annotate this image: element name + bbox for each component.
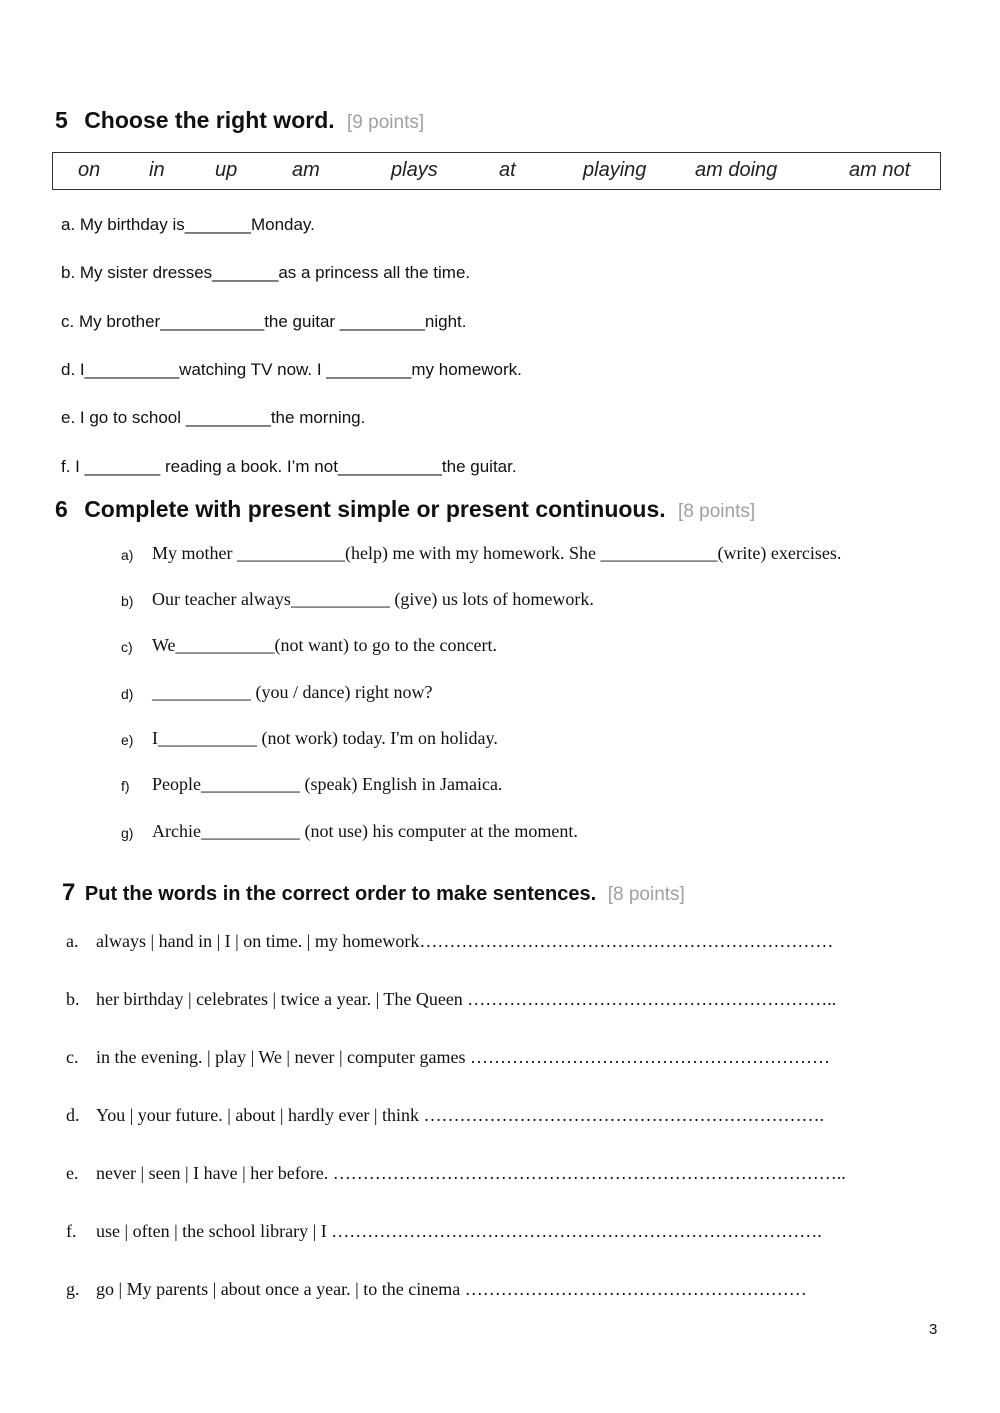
section-5-number: 5: [55, 107, 68, 133]
section-5-heading: [55, 107, 424, 134]
section-7-points: [8 points]: [607, 884, 685, 905]
section-7-letter-e: e.: [66, 1163, 79, 1183]
page-number: 3: [929, 1321, 938, 1338]
word-bank-item: playing: [583, 159, 647, 181]
section-7-item-e: never | seen | I have | her before. …………………………………………………………………………..: [96, 1163, 846, 1183]
section-7-item-a: always | hand in | I | on time. | my homework……………………………………………………………: [96, 931, 834, 951]
section-5-item-e: e. I go to school _________the morning.: [61, 408, 366, 427]
section-5-item-f: f. I ________ reading a book. I’m not___________the guitar.: [61, 457, 517, 476]
word-bank-item: on: [78, 159, 101, 181]
section-6-letter-c: c): [121, 639, 133, 655]
section-7-number: 7: [62, 879, 76, 906]
word-bank-item: plays: [391, 159, 438, 181]
section-6-title: Complete with present simple or present continuous.: [84, 496, 666, 522]
section-7-item-c: in the evening. | play | We | never | computer games ……………………………………………………: [96, 1047, 831, 1067]
section-6-letter-d: d): [121, 686, 134, 702]
section-6-points: [8 points]: [678, 501, 756, 522]
section-5-item-a: a. My birthday is_______Monday.: [61, 215, 315, 234]
section-5-item-c: c. My brother___________the guitar _________night.: [61, 312, 467, 331]
section-7-letter-g: g.: [66, 1279, 80, 1299]
section-6-item-e: I___________ (not work) today. I'm on holiday.: [152, 728, 498, 748]
section-7-letter-a: a.: [66, 931, 79, 951]
section-5-item-b: b. My sister dresses_______as a princess all the time.: [61, 263, 471, 282]
section-7-item-b: her birthday | celebrates | twice a year. | The Queen ……………………………………………………..: [96, 989, 837, 1009]
section-7-title: Put the words in the correct order to make sentences.: [84, 883, 597, 905]
section-6-item-f: People___________ (speak) English in Jamaica.: [152, 774, 503, 794]
word-bank-item: at: [499, 159, 516, 181]
section-7-item-g: go | My parents | about once a year. | to the cinema …………………………………………………: [96, 1279, 807, 1299]
section-7-item-f: use | often | the school library | I ……………………………………………………………………….: [96, 1221, 822, 1241]
section-6-heading: [55, 496, 755, 523]
word-bank-item: am: [292, 159, 320, 181]
section-5-title: Choose the right word.: [84, 107, 335, 133]
section-6-item-c: We___________(not want) to go to the concert.: [152, 635, 497, 655]
section-7-item-d: You | your future. | about | hardly ever | think ………………………………………………………….: [96, 1105, 825, 1125]
word-bank-box: [52, 152, 941, 190]
section-7-letter-b: b.: [66, 989, 80, 1009]
word-bank-item: am not: [849, 159, 911, 181]
section-6-item-g: Archie___________ (not use) his computer at the moment.: [152, 821, 578, 841]
section-6-letter-a: a): [121, 547, 134, 563]
section-7-heading: [62, 879, 685, 907]
word-bank-item: in: [149, 159, 165, 181]
section-5-points: [9 points]: [347, 112, 425, 133]
section-7-letter-f: f.: [66, 1221, 77, 1241]
section-7-letter-d: d.: [66, 1105, 80, 1125]
section-6-letter-e: e): [121, 732, 134, 748]
section-5-item-d: d. I__________watching TV now. I _________my homework.: [61, 360, 522, 379]
section-6-letter-b: b): [121, 593, 134, 609]
word-bank-item: am doing: [695, 159, 778, 181]
section-6-item-a: My mother ____________(help) me with my homework. She _____________(write) exercises.: [152, 543, 842, 563]
section-6-letter-g: g): [121, 825, 134, 841]
section-6-letter-f: f): [121, 778, 130, 794]
section-6-number: 6: [55, 496, 68, 522]
word-bank-item: up: [215, 159, 238, 181]
section-6-item-d: ___________ (you / dance) right now?: [152, 682, 433, 702]
section-6-item-b: Our teacher always___________ (give) us lots of homework.: [152, 589, 594, 609]
section-7-letter-c: c.: [66, 1047, 79, 1067]
